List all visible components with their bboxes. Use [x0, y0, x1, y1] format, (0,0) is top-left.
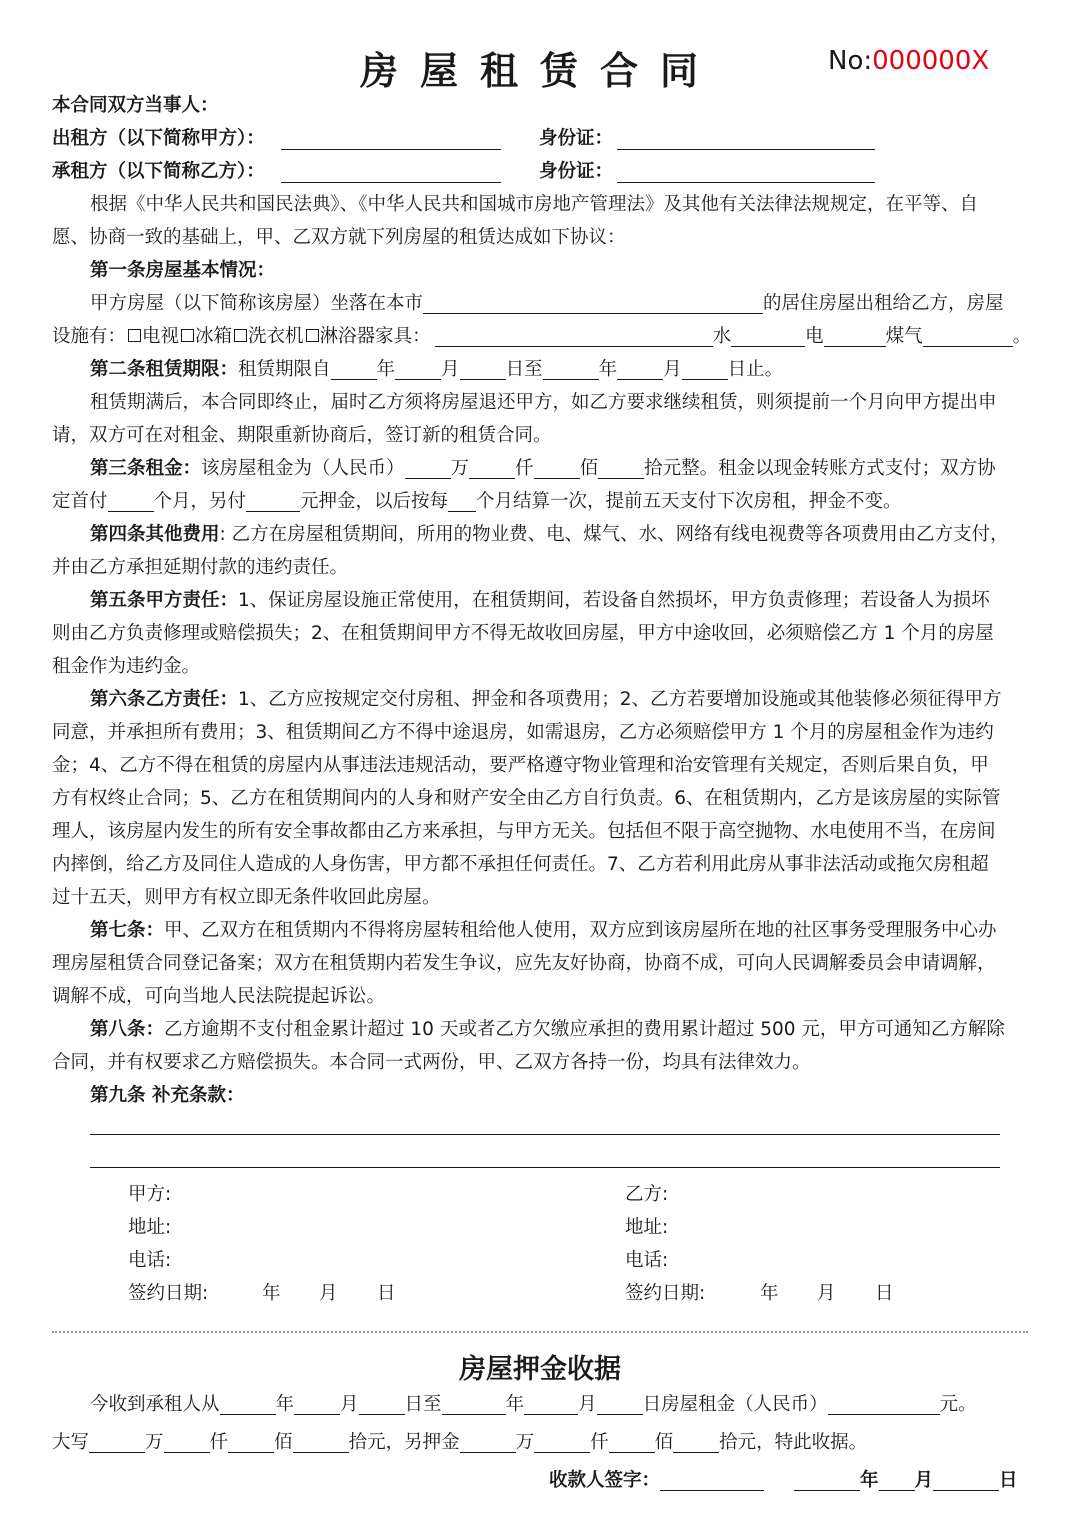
- party-b-month-label: 月: [817, 1283, 836, 1304]
- text-segment: 年: [860, 1470, 879, 1491]
- receipt-start-month-field[interactable]: [294, 1395, 340, 1415]
- checkbox-shower[interactable]: [306, 329, 319, 342]
- deposit-shi-field[interactable]: [673, 1433, 719, 1453]
- deposit-wan-field[interactable]: [460, 1433, 516, 1453]
- lessor-id-label: 身份证：: [539, 128, 614, 149]
- text-segment: 日止。: [727, 359, 784, 380]
- checkbox-fridge[interactable]: [181, 329, 194, 342]
- supplementary-line-1[interactable]: [90, 1134, 1000, 1135]
- text-segment: 拾元，另押金: [348, 1432, 460, 1453]
- receipt-shi-field[interactable]: [293, 1433, 349, 1453]
- article-8-line-2: 合同，并有权要求乙方赔偿损失。本合同一式两份，甲、乙双方各持一份，均具有法律效力。: [52, 1052, 811, 1073]
- start-month-field[interactable]: [395, 360, 441, 380]
- receipt-wan-field[interactable]: [89, 1433, 145, 1453]
- text-segment: 定首付: [52, 491, 108, 512]
- text-segment: 日至: [404, 1394, 442, 1415]
- checkbox-label: 洗衣机: [248, 326, 304, 347]
- article-5-line-2: 则由乙方负责修理或赔偿损失；2、在租赁期间甲方不得无故收回房屋，甲方中途收回，必须赔偿乙方 1 个月的房屋: [52, 623, 994, 644]
- party-b-phone-label: 电话:: [625, 1250, 669, 1271]
- article-9-heading: 第九条 补充条款：: [90, 1085, 245, 1106]
- water-field[interactable]: [731, 327, 805, 347]
- rent-wan-field[interactable]: [405, 459, 451, 479]
- receipt-qian-field[interactable]: [164, 1433, 210, 1453]
- receipt-line-2: [52, 1433, 867, 1453]
- text-segment: 仟: [590, 1432, 609, 1453]
- text-segment: 万: [145, 1432, 164, 1453]
- lessee-name-field[interactable]: [281, 163, 501, 183]
- checkbox-tv[interactable]: [128, 329, 141, 342]
- payee-label: 收款人签字：: [549, 1470, 661, 1491]
- receipt-start-day-field[interactable]: [359, 1395, 405, 1415]
- text-segment: 月: [663, 359, 682, 380]
- electricity-field[interactable]: [824, 327, 886, 347]
- text-segment: 电: [805, 326, 824, 347]
- lessor-label: 出租方（以下简称甲方）：: [52, 128, 265, 149]
- party-b-year-label: 年: [760, 1283, 779, 1304]
- start-day-field[interactable]: [460, 360, 506, 380]
- article-4-line-2: 并由乙方承担延期付款的违约责任。: [52, 557, 349, 578]
- party-a-address-label: 地址:: [128, 1217, 172, 1238]
- text-segment: 万: [515, 1432, 535, 1453]
- gas-field[interactable]: [923, 327, 1013, 347]
- article-1-line-2: [52, 327, 1031, 347]
- contract-number: [828, 46, 989, 76]
- text-segment: 月: [340, 1394, 359, 1415]
- article-7-line-2: 理房屋租赁合同登记备案；双方在租赁期内若发生争议，应先友好协商，协商不成，可向人民调解委员会申请调解，: [52, 953, 996, 974]
- text-segment: 的居住房屋出租给乙方，房屋: [763, 293, 1004, 314]
- article-2-line-3: 请，双方可在对租金、期限重新协商后，签订新的租赁合同。: [52, 425, 552, 446]
- text-segment: 煤气: [885, 326, 923, 347]
- article-6-line-3: 金；4、乙方不得在租赁的房屋内从事违法违规活动，要严格遵守物业管理和治安管理有关规定，否则后果自负，甲: [52, 755, 989, 776]
- article-2-heading: 第二条租赁期限：: [90, 359, 239, 380]
- article-7-line-1: [90, 921, 997, 941]
- rent-qian-field[interactable]: [469, 459, 515, 479]
- article-7-line-3: 调解不成，可向当地人民法院提起诉讼。: [52, 986, 386, 1007]
- text-segment: 日房屋租金（人民币）: [642, 1394, 828, 1415]
- text-segment: 佰: [274, 1432, 293, 1453]
- address-field[interactable]: [423, 294, 763, 314]
- article-3-line-2: [52, 492, 902, 512]
- receipt-end-month-field[interactable]: [524, 1395, 578, 1415]
- article-5-line-3: 租金作为违约金。: [52, 656, 201, 677]
- party-b-day-label: 日: [875, 1283, 894, 1304]
- article-6-line-2: 同意，并承担所有费用；3、租赁期间乙方不得中途退房，如需退房，乙方必须赔偿甲方 1 个月的房屋租金作为违约: [52, 722, 994, 743]
- article-1-heading: 第一条房屋基本情况：: [90, 260, 276, 281]
- payee-signature-row: [549, 1471, 1018, 1491]
- lessor-id-field[interactable]: [617, 130, 875, 150]
- lessee-label: 承租方（以下简称乙方）：: [52, 161, 265, 182]
- article-6-line-7: 过十五天，则甲方有权立即无条件收回此房屋。: [52, 887, 441, 908]
- text-segment: 拾元，特此收据。: [719, 1432, 868, 1453]
- deposit-qian-field[interactable]: [534, 1433, 590, 1453]
- lessee-id-field[interactable]: [617, 163, 875, 183]
- receipt-day-field[interactable]: [933, 1471, 999, 1491]
- text-segment: 1、乙方应按规定交付房租、押金和各项费用；2、乙方若要增加设施或其他装修必须征得甲方: [238, 689, 1002, 710]
- party-a-phone-label: 电话:: [128, 1250, 172, 1271]
- party-a-month-label: 月: [319, 1283, 338, 1304]
- text-segment: 1、保证房屋设施正常使用，在租赁期间，若设备自然损坏，甲方负责修理；若设备人为损坏: [238, 590, 990, 611]
- rent-bai-field[interactable]: [534, 459, 580, 479]
- article-4-line-1: [90, 525, 1009, 545]
- article-8-line-1: [90, 1020, 1005, 1040]
- supplementary-line-2[interactable]: [90, 1167, 1000, 1168]
- article-6-line-4: 方有权终止合同；5、乙方在租赁期间内的人身和财产安全由乙方自行负责。6、在租赁期内，乙方是该房屋的实际管: [52, 788, 1001, 809]
- first-payment-months-field[interactable]: [108, 492, 154, 512]
- preamble-line-1: 根据《中华人民共和国民法典》、《中华人民共和国城市房地产管理法》及其他有关法律法规规定，在平等、自: [90, 194, 979, 215]
- contract-title: 房屋租赁合同: [359, 49, 720, 93]
- lessor-name-field[interactable]: [281, 130, 501, 150]
- text-segment: 元。: [939, 1394, 977, 1415]
- party-a-label: 甲方:: [128, 1184, 172, 1205]
- start-year-field[interactable]: [331, 360, 377, 380]
- text-segment: 乙方逾期不支付租金累计超过 10 天或者乙方欠缴应承担的费用累计超过 500 元，甲方可通知乙方解除: [164, 1019, 1005, 1040]
- article-3-heading: 第三条租金：: [90, 458, 202, 479]
- article-8-heading: 第八条：: [90, 1019, 165, 1040]
- article-6-line-1: [90, 690, 1002, 710]
- article-6-line-6: 内摔倒，给乙方及同住人造成的人身伤害，甲方都不承担任何责任。7、乙方若利用此房从事非法活动或拖欠房租超: [52, 854, 989, 875]
- text-segment: 仟: [515, 458, 534, 479]
- parties-intro: 本合同双方当事人：: [52, 95, 219, 116]
- article-6-heading: 第六条乙方责任：: [90, 689, 239, 710]
- text-segment: 仟: [209, 1432, 229, 1453]
- party-b-label: 乙方:: [625, 1184, 669, 1205]
- article-6-line-5: 理人，该房屋内发生的所有安全事故都由乙方来承担，与甲方无关。包括但不限于高空抛物、水电使用不当，在房间: [52, 821, 996, 842]
- lessee-id-label: 身份证：: [539, 161, 614, 182]
- party-a-year-label: 年: [262, 1283, 281, 1304]
- payee-signature-field[interactable]: [660, 1471, 764, 1491]
- end-year-field[interactable]: [543, 360, 599, 380]
- checkbox-label: 电视: [142, 326, 180, 347]
- text-segment: 月: [914, 1470, 934, 1491]
- text-segment: 佰: [654, 1432, 674, 1453]
- rent-shi-field[interactable]: [598, 459, 644, 479]
- text-segment: 甲方房屋（以下简称该房屋）坐落在本市: [90, 293, 424, 314]
- furniture-field[interactable]: [435, 327, 713, 347]
- checkbox-label: 冰箱: [195, 326, 233, 347]
- receipt-start-year-field[interactable]: [220, 1395, 276, 1415]
- text-segment: 年: [376, 359, 396, 380]
- tear-off-separator: [52, 1331, 1028, 1333]
- text-segment: 。: [1012, 326, 1032, 347]
- article-5-line-1: [90, 591, 990, 611]
- text-segment: : 乙方在房屋租赁期间，所用的物业费、电、煤气、水、网络有线电视费等各项费用由乙方支付，: [219, 524, 1009, 545]
- deposit-bai-field[interactable]: [609, 1433, 655, 1453]
- text-segment: 元押金，以后按每: [300, 491, 449, 512]
- preamble-line-2: 愿、协商一致的基础上，甲、乙双方就下列房屋的租赁达成如下协议：: [52, 227, 626, 248]
- text-segment: 日: [999, 1470, 1018, 1491]
- receipt-amount-field[interactable]: [828, 1395, 940, 1415]
- article-2-line-2: 租赁期满后，本合同即终止，届时乙方须将房屋退还甲方，如乙方要求继续租赁，则须提前一个月向甲方提出申: [90, 392, 997, 413]
- contract-number-value: 000000X: [872, 46, 990, 76]
- receipt-year-field[interactable]: [794, 1471, 860, 1491]
- text-segment: 个月，另付: [153, 491, 247, 512]
- text-segment: 月: [441, 359, 460, 380]
- end-month-field[interactable]: [617, 360, 663, 380]
- text-segment: 佰: [579, 458, 599, 479]
- checkbox-label: 淋浴器家具：: [319, 326, 431, 347]
- text-segment: 日至: [505, 359, 543, 380]
- party-b-date-label: 签约日期:: [625, 1283, 706, 1304]
- article-1-line-1: [90, 294, 1004, 314]
- party-a-date-label: 签约日期:: [128, 1283, 209, 1304]
- receipt-bai-field[interactable]: [228, 1433, 274, 1453]
- text-segment: 租赁期限自: [238, 359, 331, 380]
- article-7-heading: 第七条：: [90, 920, 165, 941]
- text-segment: 设施有：: [52, 326, 127, 347]
- article-4-heading: 第四条其他费用: [90, 524, 220, 545]
- text-segment: 年: [275, 1394, 295, 1415]
- text-segment: 该房屋租金为（人民币）: [201, 458, 405, 479]
- text-segment: 月: [578, 1394, 597, 1415]
- receipt-month-field[interactable]: [879, 1471, 915, 1491]
- receipt-end-year-field[interactable]: [442, 1395, 506, 1415]
- text-segment: 年: [598, 359, 618, 380]
- party-b-address-label: 地址:: [625, 1217, 669, 1238]
- text-segment: 万: [450, 458, 470, 479]
- text-segment: 水: [712, 326, 732, 347]
- article-3-line-1: [90, 459, 996, 479]
- article-5-heading: 第五条甲方责任：: [90, 590, 239, 611]
- receipt-title: 房屋押金收据: [459, 1354, 621, 1385]
- text-segment: 个月结算一次，提前五天支付下次房租，押金不变。: [476, 491, 902, 512]
- receipt-end-day-field[interactable]: [597, 1395, 643, 1415]
- text-segment: 甲、乙双方在租赁期内不得将房屋转租给他人使用，双方应到该房屋所在地的社区事务受理服务中心办: [164, 920, 997, 941]
- text-segment: 今收到承租人从: [90, 1394, 220, 1415]
- deposit-field[interactable]: [246, 492, 300, 512]
- text-segment: 大写: [52, 1432, 90, 1453]
- settlement-months-field[interactable]: [448, 492, 476, 512]
- contract-number-label: No:: [828, 46, 873, 76]
- checkbox-washer[interactable]: [234, 329, 247, 342]
- text-segment: 拾元整。租金以现金转账方式支付；双方协: [644, 458, 996, 479]
- party-a-day-label: 日: [377, 1283, 396, 1304]
- text-segment: 年: [505, 1394, 525, 1415]
- end-day-field[interactable]: [682, 360, 728, 380]
- receipt-line-1: [90, 1395, 977, 1415]
- article-2-line-1: [90, 360, 783, 380]
